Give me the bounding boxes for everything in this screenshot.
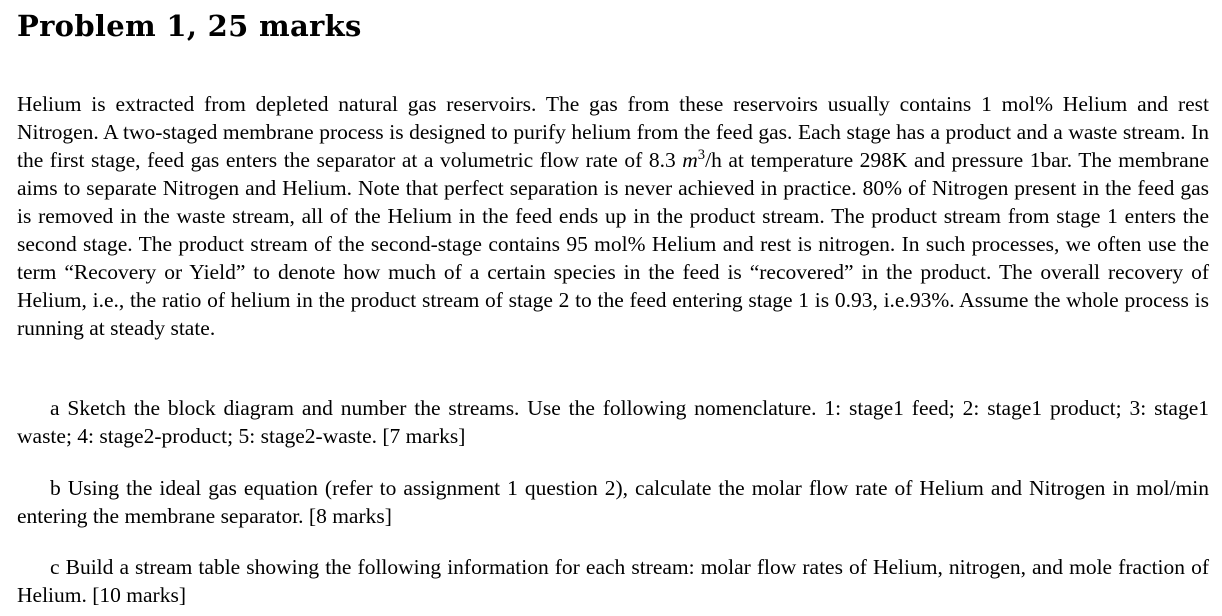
flow-rate-unit-base: m — [682, 148, 698, 172]
question-c — [17, 553, 1209, 609]
flow-rate-unit-suffix: /h — [705, 148, 722, 172]
description-text-part-2: at temperature 298K and pressure 1bar. The membrane aims to separate Nitrogen and Helium. Note that perfect separation is never achieved in practice. 80% of Nitrogen present in the feed gas is removed in the waste stream, all of the Helium in the feed ends up in the product stream. The product stream from stage 1 enters the second stage. The product stream of the second-stage contains 95 mol% Helium and rest is nitrogen. In such processes, we often use the term “Recovery or Yield” to denote how much of a certain species in the feed is “recovered” in the product. The overall recovery of Helium, i.e., the ratio of helium in the product stream of stage 2 to the feed entering stage 1 is 0.93, i.e.93%. Assume the whole process is running at steady state. — [17, 148, 1209, 340]
description-text-part-1: Helium is extracted from depleted natural gas reservoirs. The gas from these reservoirs usually contains 1 mol% Helium and rest Nitrogen. A two-staged membrane process is designed to purify helium from the feed gas. Each stage has a product and a waste stream. In the first stage, feed gas enters the separator at a volumetric flow rate of 8.3 — [17, 92, 1209, 172]
question-a — [17, 394, 1209, 450]
question-b-text: b Using the ideal gas equation (refer to assignment 1 question 2), calculate the molar flow rate of Helium and Nitrogen in mol/min entering the membrane separator. [8 marks] — [17, 476, 1209, 528]
problem-title: Problem 1, 25 marks — [17, 9, 362, 43]
question-c-text: c Build a stream table showing the following information for each stream: molar flow rates of Helium, nitrogen, and mole fraction of Helium. [10 marks] — [17, 555, 1209, 607]
question-a-text: a Sketch the block diagram and number the streams. Use the following nomenclature. 1: stage1 feed; 2: stage1 product; 3: stage1 waste; 4: stage2-product; 5: stage2-waste. [7 marks] — [17, 396, 1209, 448]
question-b — [17, 474, 1209, 530]
problem-description — [17, 90, 1209, 342]
flow-rate-unit-exponent: 3 — [697, 146, 706, 163]
